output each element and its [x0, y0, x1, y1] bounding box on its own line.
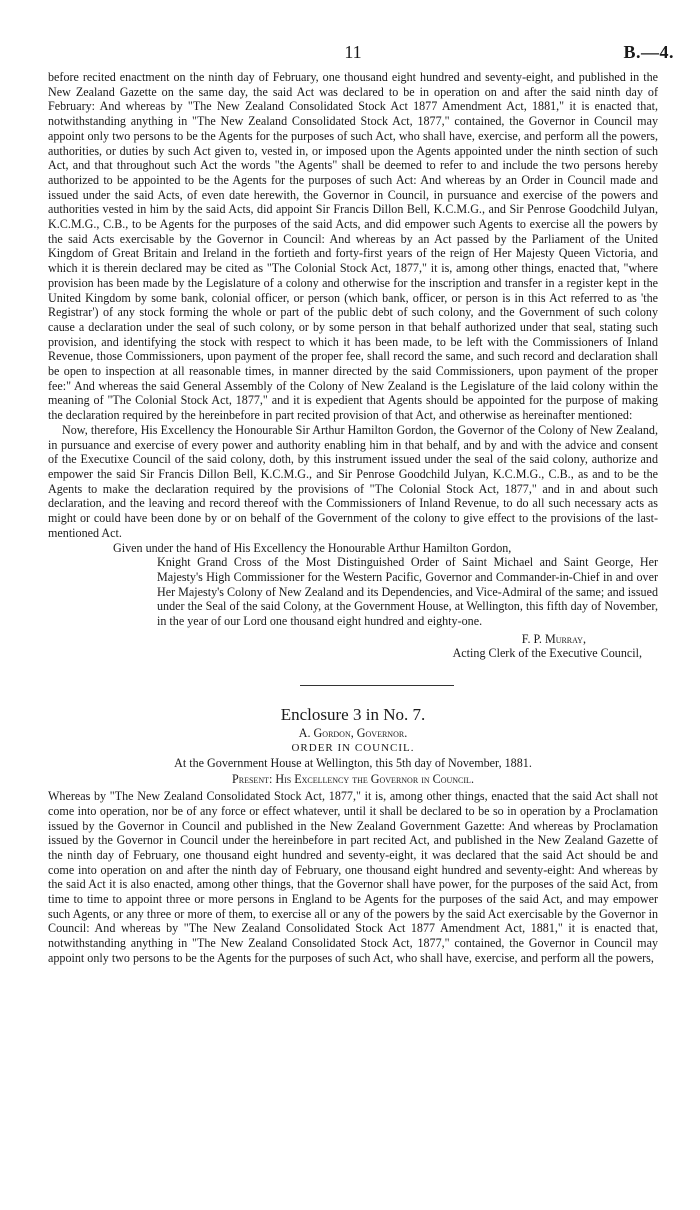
order-in-council-heading: ORDER IN COUNCIL.: [291, 742, 415, 755]
enclosure-title: Enclosure 3 in No. 7.: [280, 705, 426, 725]
enclosure-governor: A. Gordon, Governor.: [298, 726, 408, 741]
enclosure-body: Whereas by "The New Zealand Consolidated Stock Act, 1877," it is, among other things, enacted that the said Act shall not come into operation, nor be of any force or effect whatever, until it shall be declared to be so in operation by a Proclamation issued by the Governor in Council and published in the New Zealand Government Gazette: And whereas by Proclamation issued by the Governor in Council under the hereinbefore in part recited Act, and published in the New Zealand Gazette of the ninth day of February, one thousand eight hundred and seventy-eight, it was declared that the said Act should be and come into operation on and after the ninth day of February, one thousand eight hundred and seventy-eight: And whereas by the said Act it is also enacted, among other things, that the Governor shall have power, for the purposes of the said Act, from time to time to appoint three or more persons in England to be Agents for the purposes of the said Act, and may empower such Agents, or any three or more of them, to exercise all or any of the powers by the said Act exercisable by the Governor in Council: And whereas by "The New Zealand Consolidated Stock Act 1877 Amendment Act, 1881," it is enacted that, notwithstanding anything in "The New Zealand Consolidated Stock Act, 1877," contained, the Governor in Council may appoint only two persons to be the Agents for the purposes of such Act, who shall have, exercise, and perform all the powers,: [48, 789, 658, 965]
given-under-hand-first-line: Given under the hand of His Excellency the Honourable Arthur Hamilton Gordon,: [113, 540, 512, 555]
document-reference: B.—4.: [623, 42, 674, 62]
document-page: [48, 0, 674, 966]
signature-block: [48, 632, 658, 661]
given-under-hand-text: Knight Grand Cross of the Most Distinguished Order of Saint Michael and Saint George, Her Majesty's High Commissioner for the Western Pacific, Governor and Commander-in-Chief in and over Her Majesty's Colony of New Zealand and its Dependencies, and Vice-Admiral of the same; and issued under the Seal of the said Colony, at the Government House, at Wellington, this fifth day of November, in the year of our Lord one thousand eight hundred and eighty-one.: [157, 555, 658, 629]
page-header: [48, 0, 674, 70]
enclosure-present: Present: His Excellency the Governor in Council.: [232, 772, 474, 787]
order-paragraph-2: Now, therefore, His Excellency the Honourable Sir Arthur Hamilton Gordon, the Governor of the Colony of New Zealand, in pursuance and exercise of every power and authority enabling him in that behalf, and by and with the advice and consent of the Executixe Council of the said colony, doth, by this instrument issued under the seal of the said colony, authorize and empower the said Sir Francis Dillon Bell, K.C.M.G., and Sir Penrose Goodchild Julyan, K.C.M.G., C.B., as and to be the Agents to make the declaration required by the provisions of "The Colonial Stock Act, 1877," and in and about such declaration, and the leaving and record thereof with the Commissioners of Inland Revenue, to do all such necessary acts as might or could have been done by or on behalf of the Government of the colony to give effect to the provisions of the last-mentioned Act.: [48, 422, 658, 540]
signature-name: F. P. Murray,: [521, 631, 586, 646]
page-number: 11: [344, 42, 362, 62]
signature-title: Acting Clerk of the Executive Council,: [452, 646, 642, 661]
order-paragraph-1: before recited enactment on the ninth day of February, one thousand eight hundred and seventy-eight, and published in the New Zealand Gazette on the same day, the said Act was declared to be in operation on and after the said ninth day of February: And whereas by "The New Zealand Consolidated Stock Act 1877 Amendment Act, 1881," it is enacted that, notwithstanding anything in "The New Zealand Consolidated Stock Act, 1877," contained, the Governor in Council may appoint only two persons to be the Agents for the purposes of such Act, who shall have, exercise, and perform all the powers, authorities, or duties by such Act given to, vested in, or imposed upon the Agents appointed under the ninth section of such Act, and that throughout such Act the words "the Agents" shall be deemed to refer to and include the two persons hereby authorized to be appointed to be the Agents for the purposes of such Act: And whereas by an Order in Council made and issued under the said Acts, of even date herewith, the Governor in Council, in pursuance and exercise of the powers and authorities vested in him by the said Acts, did appoint Sir Francis Dillon Bell, K.C.M.G., and Sir Penrose Goodchild Julyan, K.C.M.G., C.B., to be Agents for the purposes of the said Acts, and did empower such Agents to exercise all the powers by the said Acts exercisable by the Governor in Council: And whereas by an Act passed by the Parliament of the United Kingdom of Great Britain and Ireland in the fortieth and forty-first years of the reign of Her Majesty Queen Victoria, and which it is therein declared may be cited as "The Colonial Stock Act, 1877," it is, among other things, enacted that, "where provision has been made by the Legislature of a colony and otherwise for the inscription and transfer in a register kept in the United Kingdom by some bank, colonial officer, or person (which bank, officer, or person is in this Act referred to as 'the Registrar') of any stock forming the whole or part of the public debt of such colony, and the Government of such colony cause a declaration under the seal of such colony, or by some person in that behalf authorized under that seal, stating such provision, and identifying the stock with respect to which it has been made, to be left with the Commissioners of Inland Revenue, those Commissioners, upon payment of the proper fee, shall record the same, and such record and declaration shall be open to inspection at all reasonable times, in manner directed by the said Commissioners, upon payment of the proper fee:" And whereas the said General Assembly of the Colony of New Zealand is the Legislature of the laid colony within the meaning of "The Colonial Stock Act, 1877," and it is expedient that Agents should be appointed for the purpose of making the declaration required by the hereinbefore in part recited provision of that Act, and otherwise as hereinafter mentioned:: [48, 70, 658, 423]
enclosure-place-date: At the Government House at Wellington, this 5th day of November, 1881.: [174, 756, 532, 771]
section-divider: [300, 685, 454, 686]
